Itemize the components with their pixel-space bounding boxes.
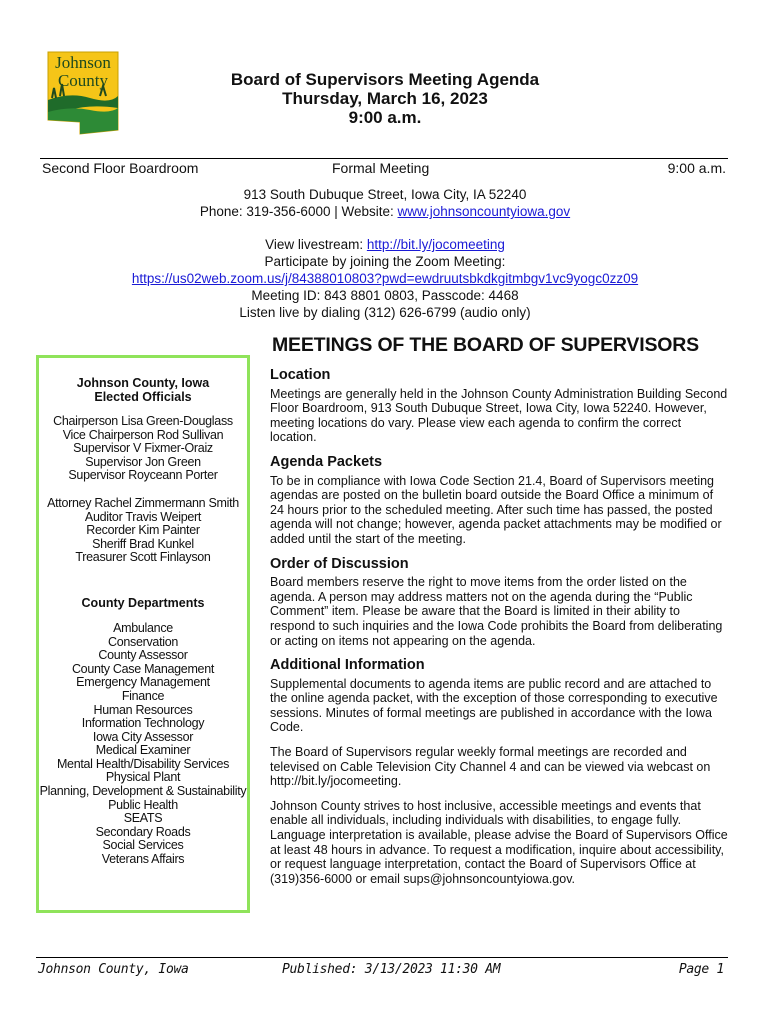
stream-block (40, 236, 730, 321)
list-item: Public Health (108, 797, 178, 812)
location-text: Meetings are generally held in the Johnson County Administration Building Second Floor Boardroom, 913 South Dubuque Street, Iowa City, Iowa 52240. However, meeting locations do vary. Please view each agenda to confirm the correct location. (270, 386, 728, 445)
livestream-link[interactable]: http://bit.ly/jocomeeting (366, 237, 505, 252)
list-item: Iowa City Assessor (92, 729, 194, 744)
address-block (40, 186, 730, 220)
main-content (270, 368, 728, 896)
meeting-location: Second Floor Boardroom (42, 160, 199, 176)
list-item: Mental Health/Disability Services (56, 756, 230, 771)
logo-text-line2: County (57, 71, 109, 90)
additional-heading: Additional Information (270, 657, 425, 674)
list-item: Sheriff Brad Kunkel (92, 536, 194, 551)
footer-divider (36, 957, 728, 958)
agenda-title-block (130, 70, 640, 127)
officials-title-1: Johnson County, Iowa (76, 376, 210, 390)
main-heading: MEETINGS OF THE BOARD OF SUPERVISORS (272, 334, 699, 356)
list-item: Treasurer Scott Finlayson (75, 550, 211, 565)
order-text: Board members reserve the right to move items from the order listed on the agenda. A person may address matters not on the agenda during the “Public Comment” item. Please be aware that the Board is limited in their ability to respond to such inquiries and the Iowa Code prohibits the Board from deliberating or acting on items not appearing on the agenda. (270, 575, 723, 648)
list-item: SEATS (123, 811, 163, 826)
location-heading: Location (270, 367, 331, 383)
list-item: Ambulance (113, 620, 173, 635)
footer-left: Johnson County, Iowa (38, 962, 189, 977)
list-item: Physical Plant (105, 770, 181, 785)
additional-text-1: Supplemental documents to agenda items are public record and are attached to the online agenda packet, with the exception of those corresponding to executive sessions. Minutes of formal meetings are published in accordance with the Iowa Code. (270, 676, 718, 735)
order-heading: Order of Discussion (270, 555, 409, 572)
list-item: Secondary Roads (95, 824, 191, 839)
supervisors-list (39, 415, 247, 483)
officers-list (39, 497, 247, 565)
phone-website-line (40, 203, 730, 220)
list-item: Social Services (102, 838, 184, 853)
officials-title-2: Elected Officials (94, 390, 192, 404)
list-item: Supervisor V Fixmer-Oraiz (73, 441, 213, 456)
additional-text-2: The Board of Supervisors regular weekly formal meetings are recorded and televised on Cable Television City Channel 4 and can be viewed via webcast on http://bit.ly/jocomeeting. (270, 745, 711, 789)
list-item: Vice Chairperson Rod Sullivan (62, 427, 224, 442)
list-item: Planning, Development & Sustainability (39, 784, 247, 799)
list-item: Finance (121, 688, 165, 703)
sidebar-officials (36, 355, 250, 913)
agenda-date: Thursday, March 16, 2023 (282, 89, 488, 108)
departments-list (39, 622, 247, 867)
list-item: Conservation (107, 634, 179, 649)
logo-text-line1: Johnson (55, 53, 111, 72)
phone-text: Phone: 319-356-6000 | Website: (199, 204, 398, 219)
dial-in: Listen live by dialing (312) 626-6799 (audio only) (239, 305, 531, 320)
list-item: Attorney Rachel Zimmermann Smith (47, 495, 239, 510)
list-item: Recorder Kim Painter (86, 523, 200, 538)
packets-text: To be in compliance with Iowa Code Section 21.4, Board of Supervisors meeting agendas are posted on the bulletin board outside the Board Office a minimum of 24 hours prior to the scheduled meeting. After such time has passed, the posted agenda will not change; however, agenda packet attachments may be modified or added until the start of the meeting. (270, 473, 722, 546)
street-address: 913 South Dubuque Street, Iowa City, IA 52240 (243, 187, 527, 202)
zoom-link[interactable]: https://us02web.zoom.us/j/84388010803?pwd=ewdruutsbkdkgitmbgv1vc9yogc0zz09 (131, 271, 639, 286)
meeting-info-bar (40, 158, 728, 177)
additional-text-3: Johnson County strives to host inclusive, accessible meetings and events that enable all individuals, including individuals with disabilities, to engage fully. Language interpretation is available, please advise the Board of Supervisors Office at least 48 hours in advance. To request a modification, inquire about accessibility, or request language interpretation, contact the Board of Supervisors Office at (319)356-6000 or email sups@johnsoncountyiowa.gov. (270, 798, 728, 886)
departments-title: County Departments (81, 595, 205, 610)
meeting-type: Formal Meeting (332, 160, 430, 176)
agenda-time: 9:00 a.m. (348, 108, 422, 127)
footer-published: Published: 3/13/2023 11:30 AM (282, 962, 501, 977)
livestream-line (40, 236, 730, 253)
johnson-county-logo (40, 48, 124, 136)
list-item: County Case Management (71, 661, 215, 676)
meeting-time: 9:00 a.m. (667, 160, 726, 176)
list-item: Emergency Management (76, 675, 210, 690)
list-item: Information Technology (81, 716, 205, 731)
meeting-id: Meeting ID: 843 8801 0803, Passcode: 4468 (251, 288, 519, 303)
footer-page: Page 1 (678, 962, 724, 977)
list-item: Auditor Travis Weipert (84, 509, 202, 524)
list-item: Supervisor Royceann Porter (68, 468, 218, 483)
list-item: Medical Examiner (95, 743, 191, 758)
list-item: Supervisor Jon Green (85, 454, 201, 469)
website-link[interactable]: www.johnsoncountyiowa.gov (397, 204, 571, 219)
packets-heading: Agenda Packets (270, 453, 383, 470)
agenda-title: Board of Supervisors Meeting Agenda (230, 70, 540, 89)
list-item: Veterans Affairs (101, 852, 185, 867)
list-item: County Assessor (98, 648, 188, 663)
livestream-label: View livestream: (265, 237, 367, 252)
list-item: Chairperson Lisa Green-Douglass (53, 414, 233, 428)
zoom-text: Participate by joining the Zoom Meeting: (264, 254, 506, 269)
list-item: Human Resources (93, 702, 193, 717)
